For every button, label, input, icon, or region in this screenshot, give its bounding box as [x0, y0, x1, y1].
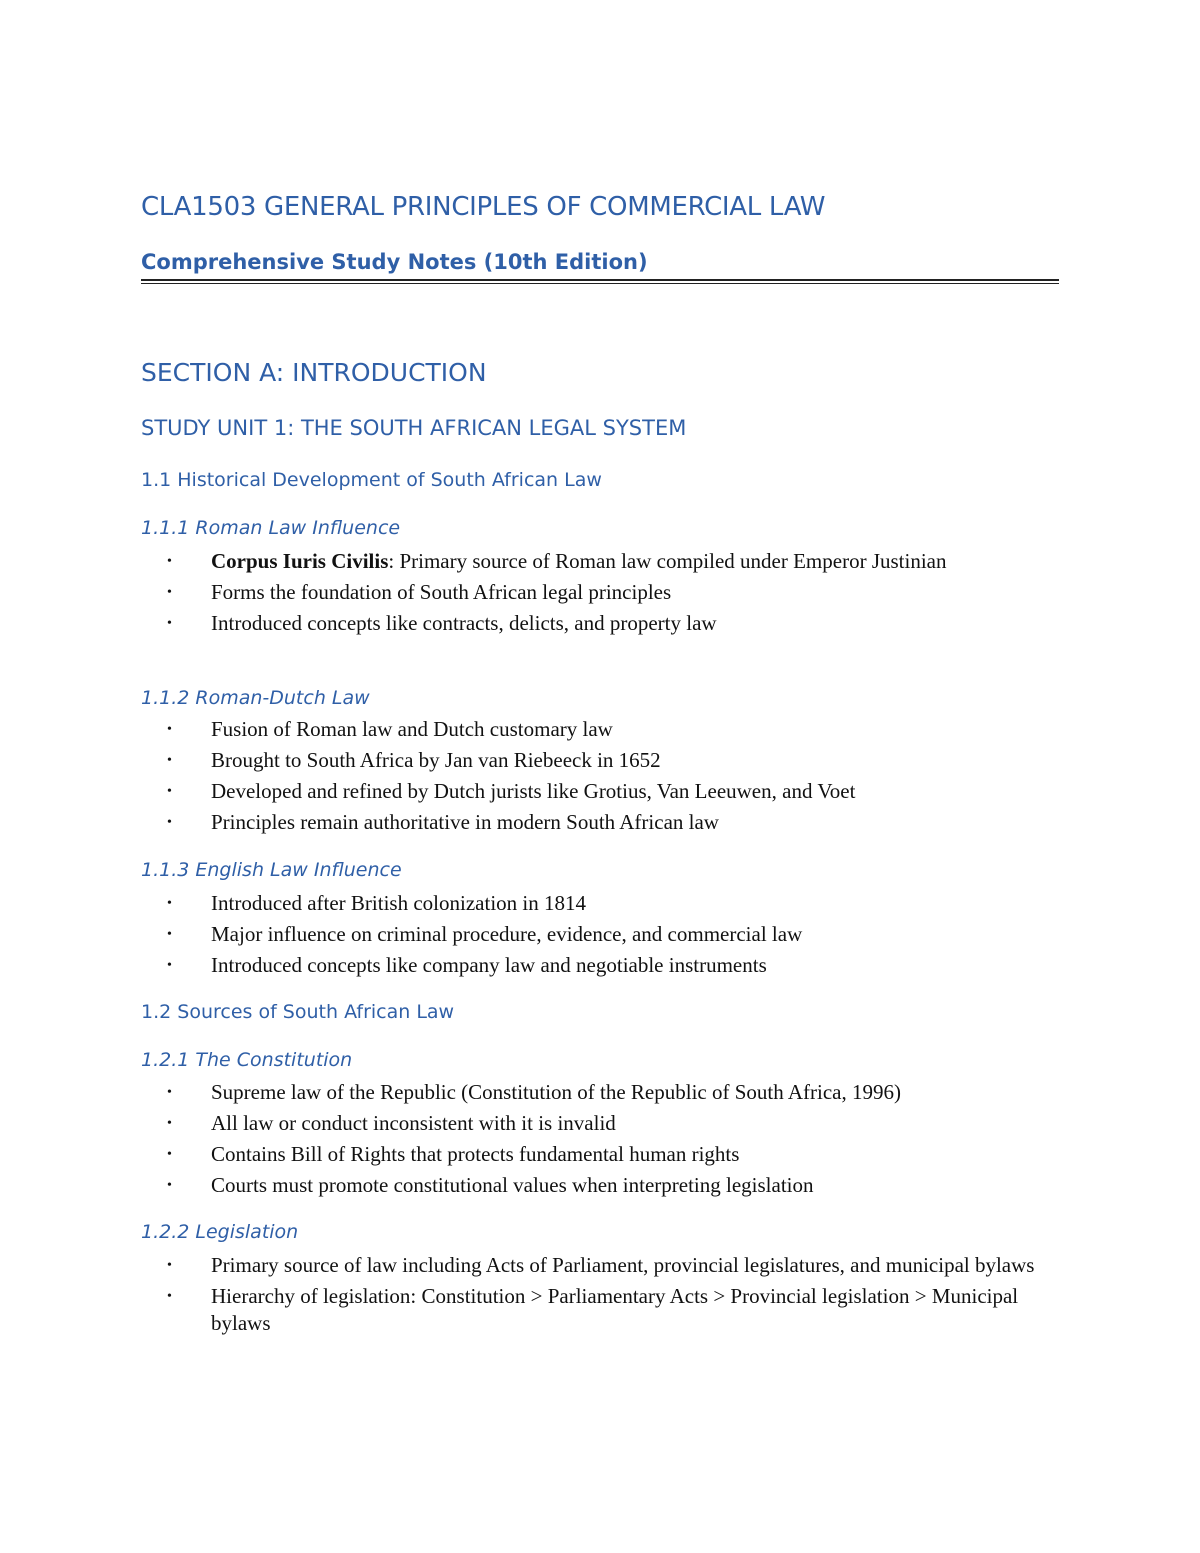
list-item-text: Primary source of law including Acts of Parliament, provincial legislatures, and municipal bylaws: [211, 1253, 1035, 1277]
bullet-list: [141, 890, 1061, 983]
list-item-text: Contains Bill of Rights that protects fundamental human rights: [211, 1142, 740, 1166]
bullet-icon: •: [167, 927, 172, 942]
bullet-icon: •: [167, 616, 172, 631]
list-item: [141, 921, 1061, 948]
bullet-icon: •: [167, 1116, 172, 1131]
bullet-icon: •: [167, 1289, 172, 1304]
bullet-icon: •: [167, 753, 172, 768]
list-item-text: Introduced concepts like company law and negotiable instruments: [211, 953, 767, 977]
bold-term: Corpus Iuris Civilis: [211, 549, 389, 573]
bullet-icon: •: [167, 1258, 172, 1273]
list-item: [141, 1172, 1061, 1199]
subsubsection-heading: 1.2.2 Legislation: [141, 1221, 299, 1243]
bullet-icon: •: [167, 784, 172, 799]
list-item-text: Developed and refined by Dutch jurists like Grotius, Van Leeuwen, and Voet: [211, 779, 856, 803]
list-item: [141, 747, 1061, 774]
list-item-text: Courts must promote constitutional values when interpreting legislation: [211, 1173, 814, 1197]
list-item: [141, 1110, 1061, 1137]
list-item: [141, 778, 1061, 805]
subsubsection-heading: 1.1.3 English Law Influence: [141, 859, 402, 881]
bullet-icon: •: [167, 958, 172, 973]
list-item-text: Introduced concepts like contracts, delicts, and property law: [211, 611, 717, 635]
list-item: [141, 952, 1061, 979]
list-item-text: All law or conduct inconsistent with it is invalid: [211, 1111, 616, 1135]
list-item-text: Supreme law of the Republic (Constitution of the Republic of South Africa, 1996): [211, 1080, 901, 1104]
bullet-list: [141, 1252, 1061, 1341]
bullet-icon: •: [167, 585, 172, 600]
list-item: [141, 809, 1061, 836]
document-title: CLA1503 GENERAL PRINCIPLES OF COMMERCIAL LAW: [141, 192, 826, 222]
title-divider: [141, 279, 1059, 284]
bullet-icon: •: [167, 1085, 172, 1100]
list-item: [141, 579, 1061, 606]
bullet-icon: •: [167, 1147, 172, 1162]
subsection-heading: 1.1 Historical Development of South African Law: [141, 469, 602, 491]
list-item: [141, 1252, 1061, 1279]
list-item: [141, 610, 1061, 637]
bullet-icon: •: [167, 1178, 172, 1193]
list-item: [141, 1079, 1061, 1106]
subsubsection-heading: 1.1.1 Roman Law Influence: [141, 517, 401, 539]
list-item: [141, 1141, 1061, 1168]
subsubsection-heading: 1.2.1 The Constitution: [141, 1049, 353, 1071]
list-item-text: Introduced after British colonization in 1814: [211, 891, 586, 915]
list-item-text: Hierarchy of legislation: Constitution > Parliamentary Acts > Provincial legislation > Municipal bylaws: [211, 1284, 1019, 1335]
bullet-list: [141, 548, 1061, 641]
section-heading: SECTION A: INTRODUCTION: [141, 358, 487, 387]
subsection-heading: 1.2 Sources of South African Law: [141, 1001, 455, 1023]
bullet-icon: •: [167, 554, 172, 569]
list-item-text: Forms the foundation of South African legal principles: [211, 580, 672, 604]
bullet-icon: •: [167, 815, 172, 830]
list-item: [141, 716, 1061, 743]
list-item-text: : Primary source of Roman law compiled under Emperor Justinian: [388, 549, 947, 573]
list-item-text: Principles remain authoritative in modern South African law: [211, 810, 719, 834]
list-item-text: Brought to South Africa by Jan van Riebeeck in 1652: [211, 748, 661, 772]
study-unit-heading: STUDY UNIT 1: THE SOUTH AFRICAN LEGAL SYSTEM: [141, 416, 687, 440]
list-item-text: Major influence on criminal procedure, evidence, and commercial law: [211, 922, 803, 946]
bullet-list: [141, 1079, 1061, 1203]
document-subtitle: Comprehensive Study Notes (10th Edition): [141, 250, 648, 274]
list-item-text: Fusion of Roman law and Dutch customary law: [211, 717, 613, 741]
bullet-icon: •: [167, 896, 172, 911]
subsubsection-heading: 1.1.2 Roman-Dutch Law: [141, 687, 370, 709]
bullet-list: [141, 716, 1061, 840]
bullet-icon: •: [167, 722, 172, 737]
list-item: [141, 1283, 1061, 1337]
list-item: [141, 890, 1061, 917]
list-item: [141, 548, 1061, 575]
